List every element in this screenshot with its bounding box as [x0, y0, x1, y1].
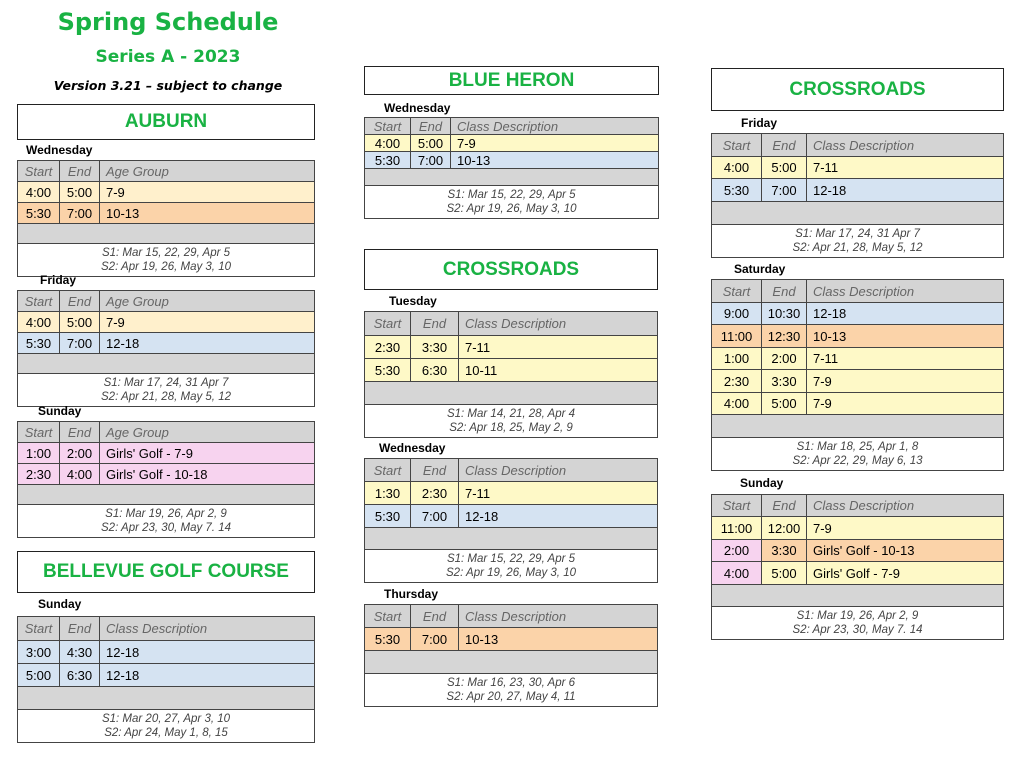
session-1-dates: S1: Mar 15, 22, 29, Apr 5 — [101, 247, 231, 259]
version-note: Version 3.21 – subject to change — [53, 78, 283, 93]
schedule-table-crossroads-wednesday — [364, 458, 658, 583]
header-description: Age Group — [100, 422, 315, 443]
day-label-wednesday: Wednesday — [384, 101, 451, 115]
session-1-dates: S1: Mar 15, 22, 29, Apr 5 — [447, 189, 576, 201]
end-time: 6:30 — [411, 359, 459, 382]
start-time: 4:00 — [18, 312, 60, 333]
start-time: 11:00 — [712, 517, 762, 540]
session-2-dates: S2: Apr 22, 29, May 6, 13 — [792, 455, 923, 467]
session-dates — [712, 438, 1004, 471]
table-row — [365, 359, 658, 382]
end-time: 6:30 — [60, 664, 100, 687]
session-1-dates: S1: Mar 20, 27, Apr 3, 10 — [101, 713, 231, 725]
end-time: 5:00 — [60, 182, 100, 203]
session-2-dates: S2: Apr 23, 30, May 7. 14 — [792, 624, 923, 636]
start-time: 5:30 — [712, 179, 762, 202]
spacer-row — [365, 651, 658, 674]
end-time: 7:00 — [60, 333, 100, 354]
end-time: 2:00 — [762, 348, 807, 370]
header-end: End — [411, 312, 459, 336]
session-2-dates: S2: Apr 19, 26, May 3, 10 — [101, 261, 231, 273]
location-title-blue-heron: BLUE HERON — [364, 66, 659, 95]
schedule-table-auburn-wednesday — [17, 160, 315, 277]
session-dates — [712, 607, 1004, 640]
table-header-row — [712, 134, 1004, 157]
table-row — [18, 641, 315, 664]
session-dates — [18, 374, 315, 407]
end-time: 7:00 — [411, 628, 459, 651]
session-dates — [365, 674, 658, 707]
header-end: End — [60, 617, 100, 641]
schedule-table-crossroads-saturday — [711, 279, 1004, 471]
table-row — [712, 393, 1004, 415]
header-description: Class Description — [451, 118, 659, 135]
class-description: 12-18 — [100, 641, 315, 664]
class-description: Girls' Golf - 7-9 — [807, 562, 1004, 585]
end-time: 7:00 — [411, 152, 451, 169]
session-dates — [365, 186, 659, 219]
table-row — [18, 464, 315, 485]
table-header-row — [365, 459, 658, 482]
end-time: 4:00 — [60, 464, 100, 485]
day-label-tuesday: Tuesday — [389, 294, 437, 308]
table-row — [18, 182, 315, 203]
table-row — [712, 325, 1004, 348]
header-end: End — [762, 280, 807, 303]
class-description: 7-9 — [451, 135, 659, 152]
session-1-dates: S1: Mar 19, 26, Apr 2, 9 — [105, 508, 227, 520]
start-time: 4:00 — [712, 393, 762, 415]
end-time: 3:30 — [762, 540, 807, 562]
header-end: End — [60, 291, 100, 312]
table-header-row — [365, 118, 659, 135]
session-2-dates: S2: Apr 24, May 1, 8, 15 — [104, 727, 228, 739]
class-description: 7-9 — [100, 182, 315, 203]
class-description: 7-11 — [459, 336, 658, 359]
class-description: 12-18 — [459, 505, 658, 528]
session-1-dates: S1: Mar 17, 24, 31 Apr 7 — [103, 377, 229, 389]
schedule-table-crossroads-friday — [711, 133, 1004, 258]
spacer-row — [18, 224, 315, 244]
start-time: 5:00 — [18, 664, 60, 687]
table-row — [712, 348, 1004, 370]
table-row — [712, 179, 1004, 202]
day-label-friday: Friday — [40, 273, 77, 287]
start-time: 4:00 — [365, 135, 411, 152]
class-description: 12-18 — [100, 664, 315, 687]
table-row — [365, 505, 658, 528]
table-row — [18, 664, 315, 687]
header-end: End — [60, 161, 100, 182]
header-end: End — [762, 134, 807, 157]
header-start: Start — [712, 495, 762, 517]
start-time: 1:00 — [712, 348, 762, 370]
end-time: 3:30 — [762, 370, 807, 393]
end-time: 7:00 — [762, 179, 807, 202]
header-end: End — [762, 495, 807, 517]
table-row — [365, 336, 658, 359]
session-1-dates: S1: Mar 18, 25, Apr 1, 8 — [796, 441, 919, 453]
session-2-dates: S2: Apr 18, 25, May 2, 9 — [449, 422, 573, 434]
spacer-row — [18, 354, 315, 374]
header-description: Class Description — [459, 459, 658, 482]
start-time: 2:30 — [18, 464, 60, 485]
day-label-wednesday: Wednesday — [26, 143, 93, 157]
start-time: 1:00 — [18, 443, 60, 464]
class-description: 7-9 — [807, 393, 1004, 415]
location-title-crossroads: CROSSROADS — [711, 68, 1004, 111]
start-time: 5:30 — [18, 333, 60, 354]
header-start: Start — [18, 161, 60, 182]
location-title-crossroads: CROSSROADS — [364, 249, 658, 290]
table-row — [712, 540, 1004, 562]
session-2-dates: S2: Apr 21, 28, May 5, 12 — [792, 242, 923, 254]
header-end: End — [411, 605, 459, 628]
table-header-row — [365, 605, 658, 628]
class-description: 12-18 — [807, 303, 1004, 325]
class-description: 7-11 — [807, 348, 1004, 370]
start-time: 1:30 — [365, 482, 411, 505]
table-row — [365, 482, 658, 505]
class-description: Girls' Golf - 10-18 — [100, 464, 315, 485]
end-time: 7:00 — [60, 203, 100, 224]
session-dates — [18, 505, 315, 538]
session-1-dates: S1: Mar 16, 23, 30, Apr 6 — [446, 677, 576, 689]
table-header-row — [712, 495, 1004, 517]
session-dates — [365, 405, 658, 438]
table-header-row — [712, 280, 1004, 303]
table-header-row — [18, 617, 315, 641]
header-start: Start — [712, 280, 762, 303]
session-dates — [18, 244, 315, 277]
location-title-bellevue: BELLEVUE GOLF COURSE — [17, 551, 315, 593]
session-1-dates: S1: Mar 14, 21, 28, Apr 4 — [446, 408, 576, 420]
spacer-row — [18, 485, 315, 505]
table-row — [712, 303, 1004, 325]
header-description: Class Description — [807, 495, 1004, 517]
start-time: 9:00 — [712, 303, 762, 325]
header-start: Start — [18, 422, 60, 443]
header-description: Class Description — [459, 605, 658, 628]
table-header-row — [365, 312, 658, 336]
header-end: End — [411, 118, 451, 135]
schedule-table-bellevue-sunday — [17, 616, 315, 743]
class-description: 10-13 — [451, 152, 659, 169]
table-row — [18, 443, 315, 464]
class-description: 7-11 — [807, 157, 1004, 179]
table-row — [712, 370, 1004, 393]
start-time: 4:00 — [18, 182, 60, 203]
schedule-table-auburn-friday — [17, 290, 315, 407]
header-end: End — [411, 459, 459, 482]
start-time: 5:30 — [365, 628, 411, 651]
spacer-row — [365, 382, 658, 405]
spacer-row — [365, 528, 658, 550]
day-label-sunday: Sunday — [38, 597, 82, 611]
end-time: 5:00 — [762, 562, 807, 585]
class-description: 10-11 — [459, 359, 658, 382]
table-row — [712, 562, 1004, 585]
class-description: Girls' Golf - 7-9 — [100, 443, 315, 464]
header-description: Class Description — [100, 617, 315, 641]
session-2-dates: S2: Apr 23, 30, May 7. 14 — [101, 522, 231, 534]
table-header-row — [18, 161, 315, 182]
start-time: 5:30 — [18, 203, 60, 224]
end-time: 5:00 — [60, 312, 100, 333]
table-row — [365, 152, 659, 169]
class-description: Girls' Golf - 10-13 — [807, 540, 1004, 562]
spacer-row — [712, 585, 1004, 607]
table-header-row — [18, 291, 315, 312]
start-time: 4:00 — [712, 562, 762, 585]
start-time: 4:00 — [712, 157, 762, 179]
start-time: 3:00 — [18, 641, 60, 664]
header-description: Age Group — [100, 291, 315, 312]
header-start: Start — [365, 118, 411, 135]
session-2-dates: S2: Apr 20, 27, May 4, 11 — [446, 691, 576, 703]
start-time: 2:00 — [712, 540, 762, 562]
start-time: 2:30 — [712, 370, 762, 393]
day-label-wednesday: Wednesday — [379, 441, 446, 455]
spacer-row — [365, 169, 659, 186]
end-time: 7:00 — [411, 505, 459, 528]
table-row — [365, 628, 658, 651]
session-dates — [18, 710, 315, 743]
header-start: Start — [365, 605, 411, 628]
header-description: Class Description — [807, 134, 1004, 157]
start-time: 5:30 — [365, 152, 411, 169]
session-1-dates: S1: Mar 19, 26, Apr 2, 9 — [796, 610, 919, 622]
header-start: Start — [712, 134, 762, 157]
day-label-friday: Friday — [741, 116, 778, 130]
class-description: 7-11 — [459, 482, 658, 505]
schedule-table-crossroads-tuesday — [364, 311, 658, 438]
header-start: Start — [18, 617, 60, 641]
class-description: 7-9 — [807, 517, 1004, 540]
session-2-dates: S2: Apr 19, 26, May 3, 10 — [446, 203, 577, 215]
header-start: Start — [365, 459, 411, 482]
table-row — [365, 135, 659, 152]
header-start: Start — [18, 291, 60, 312]
spacer-row — [18, 687, 315, 710]
table-row — [18, 203, 315, 224]
start-time: 5:30 — [365, 505, 411, 528]
table-row — [18, 333, 315, 354]
session-2-dates: S2: Apr 19, 26, May 3, 10 — [446, 567, 576, 579]
schedule-table-auburn-sunday — [17, 421, 315, 538]
session-2-dates: S2: Apr 21, 28, May 5, 12 — [101, 391, 231, 403]
end-time: 10:30 — [762, 303, 807, 325]
end-time: 3:30 — [411, 336, 459, 359]
header-end: End — [60, 422, 100, 443]
header-start: Start — [365, 312, 411, 336]
page-title: Spring Schedule — [57, 8, 279, 36]
series-subtitle: Series A - 2023 — [95, 47, 241, 67]
table-row — [712, 157, 1004, 179]
start-time: 11:00 — [712, 325, 762, 348]
end-time: 4:30 — [60, 641, 100, 664]
spacer-row — [712, 415, 1004, 438]
end-time: 12:30 — [762, 325, 807, 348]
session-dates — [365, 550, 658, 583]
day-label-sunday: Sunday — [740, 476, 784, 490]
end-time: 5:00 — [411, 135, 451, 152]
end-time: 12:00 — [762, 517, 807, 540]
end-time: 5:00 — [762, 393, 807, 415]
day-label-thursday: Thursday — [384, 587, 439, 601]
schedule-table-blue-heron-wednesday — [364, 117, 659, 219]
class-description: 7-9 — [100, 312, 315, 333]
class-description: 12-18 — [100, 333, 315, 354]
end-time: 5:00 — [762, 157, 807, 179]
session-1-dates: S1: Mar 17, 24, 31 Apr 7 — [795, 228, 920, 240]
header-description: Age Group — [100, 161, 315, 182]
class-description: 7-9 — [807, 370, 1004, 393]
class-description: 10-13 — [807, 325, 1004, 348]
table-header-row — [18, 422, 315, 443]
start-time: 5:30 — [365, 359, 411, 382]
end-time: 2:00 — [60, 443, 100, 464]
session-dates — [712, 225, 1004, 258]
class-description: 10-13 — [459, 628, 658, 651]
class-description: 12-18 — [807, 179, 1004, 202]
schedule-table-crossroads-sunday — [711, 494, 1004, 640]
table-row — [18, 312, 315, 333]
spacer-row — [712, 202, 1004, 225]
end-time: 2:30 — [411, 482, 459, 505]
day-label-sunday: Sunday — [38, 404, 82, 418]
location-title-auburn: AUBURN — [17, 104, 315, 140]
header-description: Class Description — [807, 280, 1004, 303]
day-label-saturday: Saturday — [734, 262, 786, 276]
session-1-dates: S1: Mar 15, 22, 29, Apr 5 — [446, 553, 576, 565]
header-description: Class Description — [459, 312, 658, 336]
schedule-table-crossroads-thursday — [364, 604, 658, 707]
table-row — [712, 517, 1004, 540]
class-description: 10-13 — [100, 203, 315, 224]
start-time: 2:30 — [365, 336, 411, 359]
